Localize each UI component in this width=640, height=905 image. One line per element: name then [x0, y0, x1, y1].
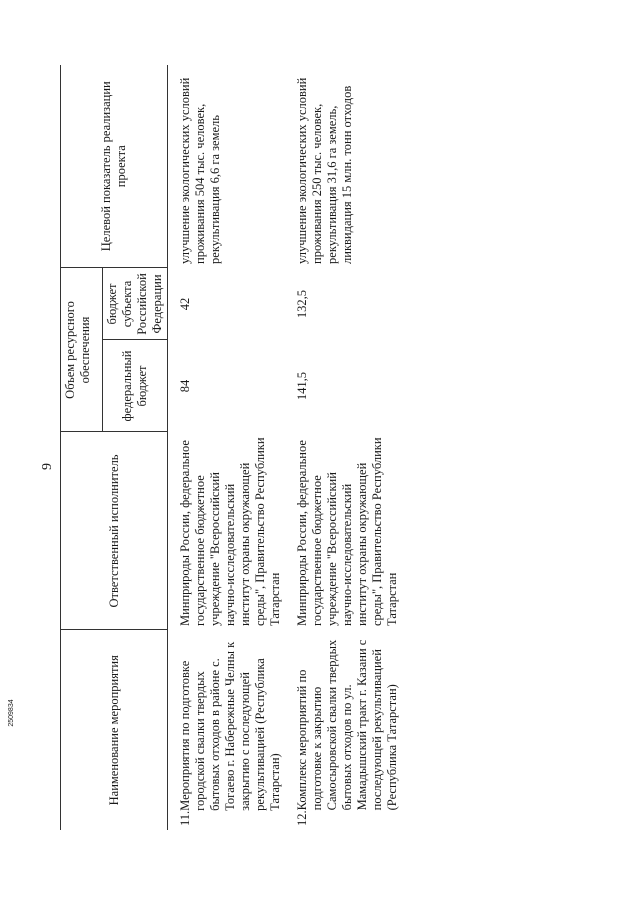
row-federal: 84 — [178, 379, 192, 393]
row-target: улучшение экологических условий проживания 250 тыс. человек, рекультивация 31,6 га земель, ликвидация 15 млн. тонн отходов — [295, 77, 354, 264]
rotated-table-area — [60, 65, 490, 830]
row-index: 11. — [178, 810, 192, 826]
row-name: Мероприятия по подготовке городской свалки твердых бытовых отходов в районе с. Тогаево г. Набережные Челны к закрытию с последующей рекультивацией (Республика Татарстан) — [178, 641, 282, 811]
row-name-cell — [168, 630, 286, 830]
header-federal: федеральный бюджет — [103, 340, 168, 432]
document-code: 2509834 — [8, 699, 15, 727]
table-header — [61, 65, 168, 830]
header-target: Целевой показатель реализации проекта — [61, 65, 168, 268]
row-regional: 132,5 — [295, 289, 309, 319]
row-executor: Минприроды России, федеральное государственное бюджетное учреждение "Всероссийский научно-исследовательский институт охраны окружающей среды", Правительство Республики Татарстан — [295, 437, 399, 626]
header-executor: Ответственный исполнитель — [61, 432, 168, 630]
table-body — [168, 65, 403, 830]
row-regional: 42 — [178, 297, 192, 311]
row-index: 12. — [295, 810, 309, 826]
row-executor: Минприроды России, федеральное государственное бюджетное учреждение "Всероссийский научно-исследовательский институт охраны окружающей среды", Правительство Республики Татарстан — [178, 437, 282, 626]
table-row — [285, 65, 402, 830]
row-name-cell — [285, 630, 402, 830]
header-regional: бюджет субъекта Российской Федерации — [103, 268, 168, 340]
header-name: Наименование мероприятия — [61, 630, 168, 830]
row-name: Комплекс мероприятий по подготовке к закрытию Самосыровской свалки твердых бытовых отходов по ул. Мамадышский тракт г. Казани с последующей рекультивацией (Республика Татарстан) — [295, 639, 399, 811]
row-federal: 141,5 — [295, 371, 309, 401]
header-resources: Объем ресурсного обеспечения — [61, 268, 103, 432]
table-row — [168, 65, 286, 830]
row-target: улучшение экологических условий проживания 504 тыс. человек, рекультивация 6,6 га земель — [178, 77, 222, 264]
page-number: 9 — [40, 463, 55, 470]
measures-table — [60, 65, 402, 830]
